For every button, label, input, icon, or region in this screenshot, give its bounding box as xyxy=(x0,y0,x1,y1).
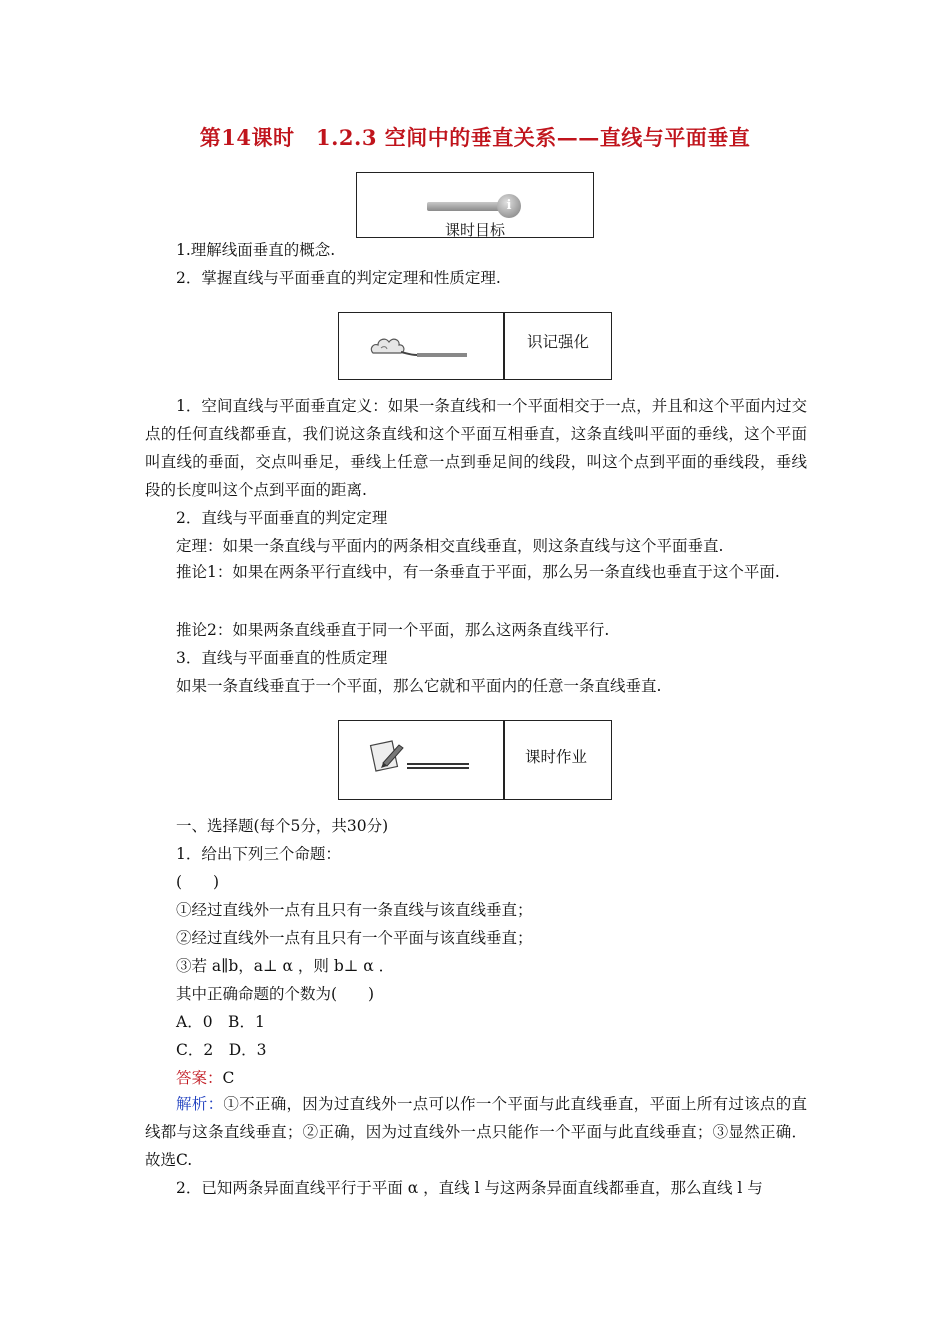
options-cd: C．2 D．3 xyxy=(176,1041,267,1059)
homework-header-label: 课时作业 xyxy=(525,748,588,766)
section-heading: 3．直线与平面垂直的性质定理 xyxy=(176,649,388,667)
theorem-text: 定理：如果一条直线与平面内的两条相交直线垂直，则这条直线与这个平面垂直. xyxy=(176,537,724,555)
answer-parentheses: ( ) xyxy=(176,873,220,891)
info-icon: i xyxy=(497,194,521,218)
pen-paper-icon xyxy=(369,737,509,781)
cloud-icon xyxy=(369,331,509,363)
statement-2: ②经过直线外一点有且只有一个平面与该直线垂直； xyxy=(176,929,533,947)
memory-header-box xyxy=(338,312,612,380)
question-stem: 1．给出下列三个命题： xyxy=(176,845,341,863)
goals-header-box xyxy=(356,172,594,238)
corollary-2: 推论2：如果两条直线垂直于同一个平面，那么这两条直线平行. xyxy=(176,621,610,639)
corollary-1: 推论1：如果在两条平行直线中，有一条垂直于平面，那么另一条直线也垂直于这个平面. xyxy=(176,563,780,581)
answer-line xyxy=(176,1068,234,1088)
answer-label: 答案： xyxy=(176,1069,223,1087)
header-divider xyxy=(503,721,505,799)
analysis-paragraph xyxy=(145,1090,807,1174)
goal-item: 1.理解线面垂直的概念. xyxy=(176,241,336,259)
header-divider xyxy=(503,313,505,379)
section-heading: 一、选择题(每个5分，共30分) xyxy=(176,817,389,835)
goal-item: 2．掌握直线与平面垂直的判定定理和性质定理. xyxy=(176,269,501,287)
statement-3: ③若 a∥b，a⊥ α ，则 b⊥ α ． xyxy=(176,957,395,975)
page-title: 第14课时 1.2.3 空间中的垂直关系——直线与平面垂直 xyxy=(199,125,751,150)
definition-paragraph: 1．空间直线与平面垂直定义：如果一条直线和一个平面相交于一点，并且和这个平面内过交点的任何直线都垂直，我们说这条直线和这个平面互相垂直，这条直线叫平面的垂线，这个平面叫直线的垂面，交点叫垂足，垂线上任意一点到垂足间的线段，叫这个点到平面的垂线段，垂线段的长度叫这个点到平面的距离. xyxy=(145,397,807,499)
analysis-label: 解析： xyxy=(176,1095,224,1113)
analysis-text: ①不正确，因为过直线外一点可以作一个平面与此直线垂直，平面上所有过该点的直线都与这条直线垂直；②正确，因为过直线外一点只能作一个平面与此直线垂直；③显然正确．故选C. xyxy=(145,1095,807,1169)
question-2-stem: 2．已知两条异面直线平行于平面 α ，直线 l 与这两条异面直线都垂直，那么直线 l 与 xyxy=(176,1179,763,1197)
statement-1: ①经过直线外一点有且只有一条直线与该直线垂直； xyxy=(176,901,533,919)
answer-value: C xyxy=(222,1069,235,1087)
homework-header-box xyxy=(338,720,612,800)
header-bar-decoration xyxy=(427,202,507,211)
memory-header-label: 识记强化 xyxy=(527,333,590,351)
question-ask: 其中正确命题的个数为( ) xyxy=(176,985,375,1003)
options-ab: A．0 B．1 xyxy=(176,1013,265,1031)
section-heading: 2．直线与平面垂直的判定定理 xyxy=(176,509,388,527)
goals-header-label: 课时目标 xyxy=(444,221,505,239)
property-theorem-text: 如果一条直线垂直于一个平面，那么它就和平面内的任意一条直线垂直. xyxy=(176,677,662,695)
